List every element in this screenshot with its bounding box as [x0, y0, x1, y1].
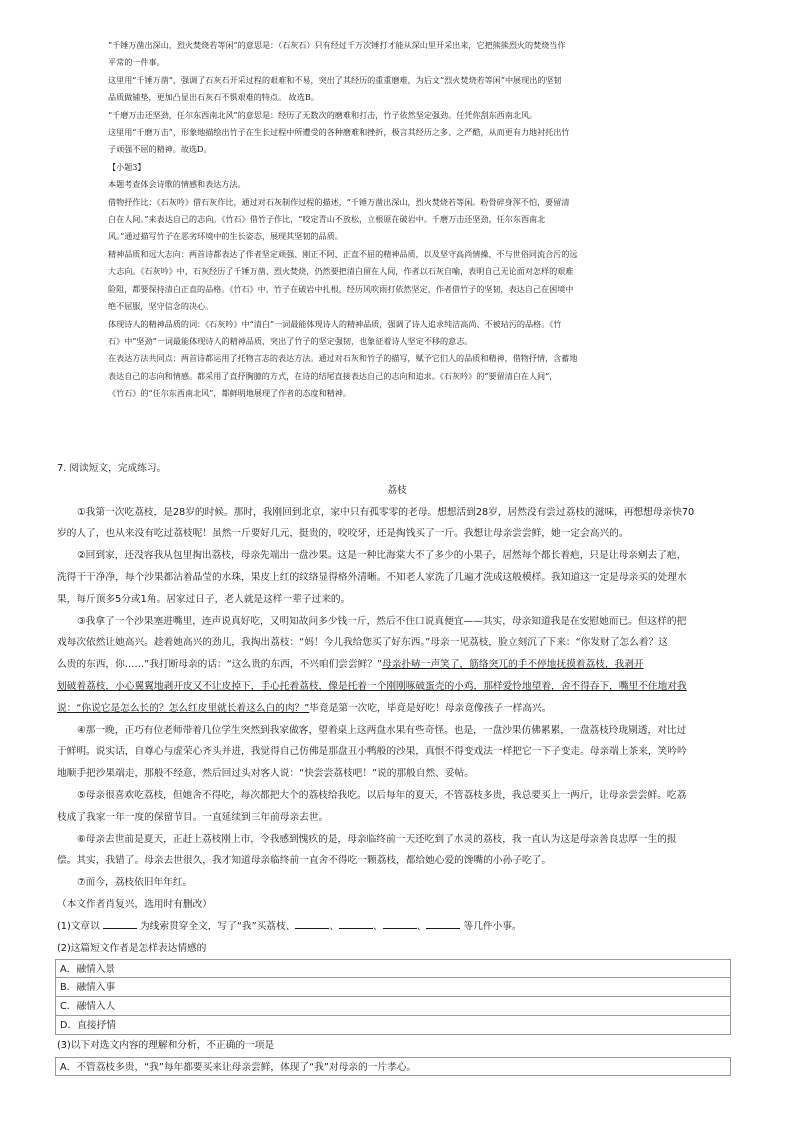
underlined-sentence: 母亲扑哧一声笑了，筋络突兀的手不停地抚摸着荔枝，我剥开 — [382, 659, 644, 671]
passage-line: 于鲜明。说实话，自尊心与虚荣心齐头并进，我觉得自己仿佛是那盘丑小鸭般的沙果，真恨不得变戏法一样把它一下子变走。母亲端上茶来，笑吟吟 — [57, 746, 687, 758]
answer-blank[interactable] — [383, 918, 417, 929]
analysis-line: 【小题3】 — [108, 161, 146, 172]
passage-line: 果，每斤顶多5分或1角。居家过日子，老人就是这样一辈子过来的。 — [57, 593, 351, 605]
answer-blank[interactable] — [295, 918, 329, 929]
answer-blank[interactable] — [426, 918, 460, 929]
analysis-line: “千锤万凿出深山，烈火焚烧若等闲”的意思是：（石灰石）只有经过千万次锤打才能从深山里开采出来，它把熊熊烈火的焚烧当作 — [108, 40, 566, 50]
passage-line: ②回到家，还没容我从包里掏出荔枝，母亲先端出一盘沙果。这是一种比海棠大不了多少的小果子，居然每个都长着疤，只是让母亲剜去了疤， — [77, 550, 687, 562]
analysis-line: 本题考查体会诗歌的情感和表达方法。 — [108, 179, 246, 190]
analysis-line: 《竹石》的“任尔东西南北风”，都鲜明地展现了作者的态度和精神。 — [108, 388, 351, 399]
q1-separator: 、 — [373, 920, 383, 932]
analysis-line: 借物抒作比：《石灰吟》借石灰作比，通过对石灰制作过程的描述，“千锤万凿出深山，烈火焚烧若等闲。粉骨碎身浑不怕，要留清 — [108, 196, 570, 207]
answer-blank[interactable] — [339, 918, 373, 929]
analysis-line: 精神品质和远大志向：两首诗都表达了作者坚定顽强、刚正不阿、正直不屈的精神品质，以及坚守高尚情操、不与世俗同流合污的远 — [108, 248, 578, 259]
analysis-line: 这里用“千磨万击”，形象地描绘出竹子在生长过程中所遭受的各种磨难和挫折，极言其经历之多、之严酷，从而更有力地衬托出竹 — [108, 127, 570, 138]
passage-line: 枝成了我家一年一度的保留节目。一直延续到三年前母亲去世。 — [57, 811, 329, 823]
option-a[interactable]: A．融情入景 — [55, 959, 731, 978]
option-b[interactable]: B．融情入事 — [55, 978, 731, 997]
passage-line: ④那一晚，正巧有位老师带着几位学生突然到我家做客，望着桌上这两盘水果有些奇怪。也是，一盘沙果仿佛累累，一盘荔枝玲珑剔透，对比过 — [77, 724, 687, 736]
analysis-line: 险阻，都要保持清白正直的品格。《竹石》中，竹子在破岩中扎根，经历风吹雨打依然坚定，作者借竹子的坚韧，表达自己在困境中 — [108, 283, 574, 294]
question-2: (2)这篇短文作者是怎样表达情感的 — [57, 942, 207, 954]
answer-analysis — [108, 37, 718, 403]
analysis-line: 这里用“千锤万凿”，强调了石灰石开采过程的艰难和不易，突出了其经历的重重磨难，为后文“烈火焚烧若等闲”中展现出的坚韧 — [108, 74, 562, 85]
passage-line: 洗得干干净净，每个沙果都沾着晶莹的水珠，果皮上红的纹络显得格外清晰。不知老人家洗了几遍才洗成这般模样。我知道这一定是母亲买的处理水 — [57, 571, 687, 583]
passage-text: 么贵的东西，你……”我打断母亲的话：“这么贵的东西，不兴咱们尝尝鲜？” — [57, 659, 383, 671]
passage-line: 岁的人了，也从来没有吃过荔枝呢！虽然一斤要好几元，挺贵的，咬咬牙，还是掏钱买了一斤。我想让母亲尝尝鲜，她一定会高兴的。 — [57, 528, 629, 540]
analysis-line: 表达自己的志向和情感。都采用了直抒胸臆的方式，在诗的结尾直接表达自己的志向和追求。《石灰吟》的“要留清白在人间”， — [108, 370, 558, 381]
analysis-line: 体现诗人的精神品质的词：《石灰吟》中“清白”一词最能体现诗人的精神品质，强调了诗人追求纯洁高尚、不被玷污的品格。《竹 — [108, 318, 562, 329]
analysis-line: 品质做铺垫，更加凸显出石灰石不惧艰难的特点。 故选B。 — [108, 92, 319, 103]
q1-text: (1)文章以 — [57, 920, 100, 932]
passage-line: 戏每次依然让她高兴。趁着她高兴的劲儿，我掏出荔枝：“妈！今儿我给您买了好东西。”母亲一见荔枝，脸立刻沉了下来：“你发财了怎么着？这 — [57, 637, 668, 649]
question-heading: 7. 阅读短文，完成练习。 — [57, 463, 167, 474]
answer-blank[interactable] — [103, 918, 137, 929]
passage-line: ⑦而今，荔枝依旧年年红。 — [77, 877, 193, 889]
analysis-line: 绝不屈服，坚守信念的决心。 — [108, 301, 214, 312]
q1-separator: 、 — [416, 920, 427, 932]
analysis-line: 子顽强不屈的精神。故选D。 — [108, 144, 212, 155]
q2-options — [57, 959, 737, 1035]
underlined-sentence: 划破着荔枝，小心翼翼地剥开皮又不让皮掉下，手心托着荔枝，像是托着一个刚刚啄破蛋壳的小鸡，那样爱怜地望着，舍不得吞下，嘴里不住地对我 — [57, 680, 687, 692]
question-1 — [57, 916, 737, 938]
passage-line — [57, 676, 737, 698]
analysis-line: 白在人间。”来表达自己的志向。《竹石》借竹子作比，“咬定青山不放松，立根原在破岩中。千磨万击还坚劲，任尔东西南北 — [108, 214, 546, 225]
passage-line: ⑤母亲很喜欢吃荔枝，但她舍不得吃，每次都把大个的荔枝给我吃。以后每年的夏天，不管荔枝多贵，我总要买上一两斤，让母亲尝尝鲜。吃荔 — [77, 789, 687, 801]
reading-question — [57, 458, 737, 1076]
analysis-line: “千磨万击还坚劲，任尔东西南北风”的意思是：经历了无数次的磨难和打击，竹子依然坚定强劲。任凭你刮东西南北风。 — [108, 109, 538, 120]
analysis-line: 大志向。《石灰吟》中，石灰经历了千锤万凿、烈火焚烧，仍然要把清白留在人间，作者以石灰自喻，表明自己无论面对怎样的艰难 — [108, 266, 574, 277]
underlined-sentence: 说：“你说它是怎么长的？怎么红皮里就长着这么白的肉？” — [57, 702, 310, 714]
analysis-line: 在表达方法共同点：两首诗都运用了托物言志的表达方法。通过对石灰和竹子的描写，赋予它们人的品质和精神，借物抒情，含蓄地 — [108, 353, 578, 364]
source-note: （本文作者肖复兴，选用时有删改） — [57, 898, 212, 910]
q1-separator: 、 — [329, 920, 340, 932]
passage-line — [57, 654, 737, 676]
passage-line: ①我第一次吃荔枝，是28岁的时候。那时，我刚回到北京，家中只有孤零零的老母。想想活到28岁，居然没有尝过荔枝的滋味，再想想母亲快70 — [77, 506, 695, 518]
passage-line: 偿。其实，我错了。母亲去世很久，我才知道母亲临终前一直舍不得吃一颗荔枝，都给她心爱的馋嘴的小孙子吃了。 — [57, 855, 552, 867]
analysis-line: 石》中“坚劲”一词最能体现诗人的精神品质，突出了竹子的坚定强韧，也象征着诗人坚定不移的意志。 — [108, 335, 473, 346]
analysis-line: 平常的一件事。 — [108, 57, 165, 68]
analysis-line: 风。”通过描写竹子在恶劣环境中的生长姿态，展现其坚韧的品质。 — [108, 231, 343, 242]
option-c[interactable]: C．融情入人 — [55, 997, 731, 1016]
passage-title: 荔枝 — [387, 484, 407, 496]
passage-line: 地顺手把沙果端走，那般不经意，然后回过头对客人说：“快尝尝荔枝吧！”说的那般自然、妥帖。 — [57, 768, 474, 780]
passage-text: 毕竟是第一次吃，毕竟是好吃！母亲竟像孩子一样高兴。 — [309, 702, 552, 714]
q1-text: 为线索贯穿全文，写了“我”买荔枝、 — [139, 920, 296, 932]
option-a[interactable]: A．不管荔枝多贵，“我”每年都要买来让母亲尝鲜，体现了“我”对母亲的一片孝心。 — [55, 1057, 731, 1076]
passage-line: ⑥母亲去世前是夏天，正赶上荔枝刚上市，令我感到愧疚的是，母亲临终前一天还吃到了水灵的荔枝，我一直认为这是母亲善良忠厚一生的报 — [77, 833, 677, 845]
question-3: (3)以下对选文内容的理解和分析，不正确的一项是 — [57, 1040, 275, 1052]
passage-line — [57, 698, 737, 720]
passage-line: ③我拿了一个沙果塞进嘴里，连声说真好吃，又明知故问多少钱一斤，然后不住口说真便宜——其实，母亲知道我是在安慰她而已。但这样的把 — [77, 615, 687, 627]
option-d[interactable]: D．直接抒情 — [55, 1016, 731, 1035]
q1-text: 等几件小事。 — [463, 920, 522, 932]
q3-options — [57, 1057, 737, 1076]
